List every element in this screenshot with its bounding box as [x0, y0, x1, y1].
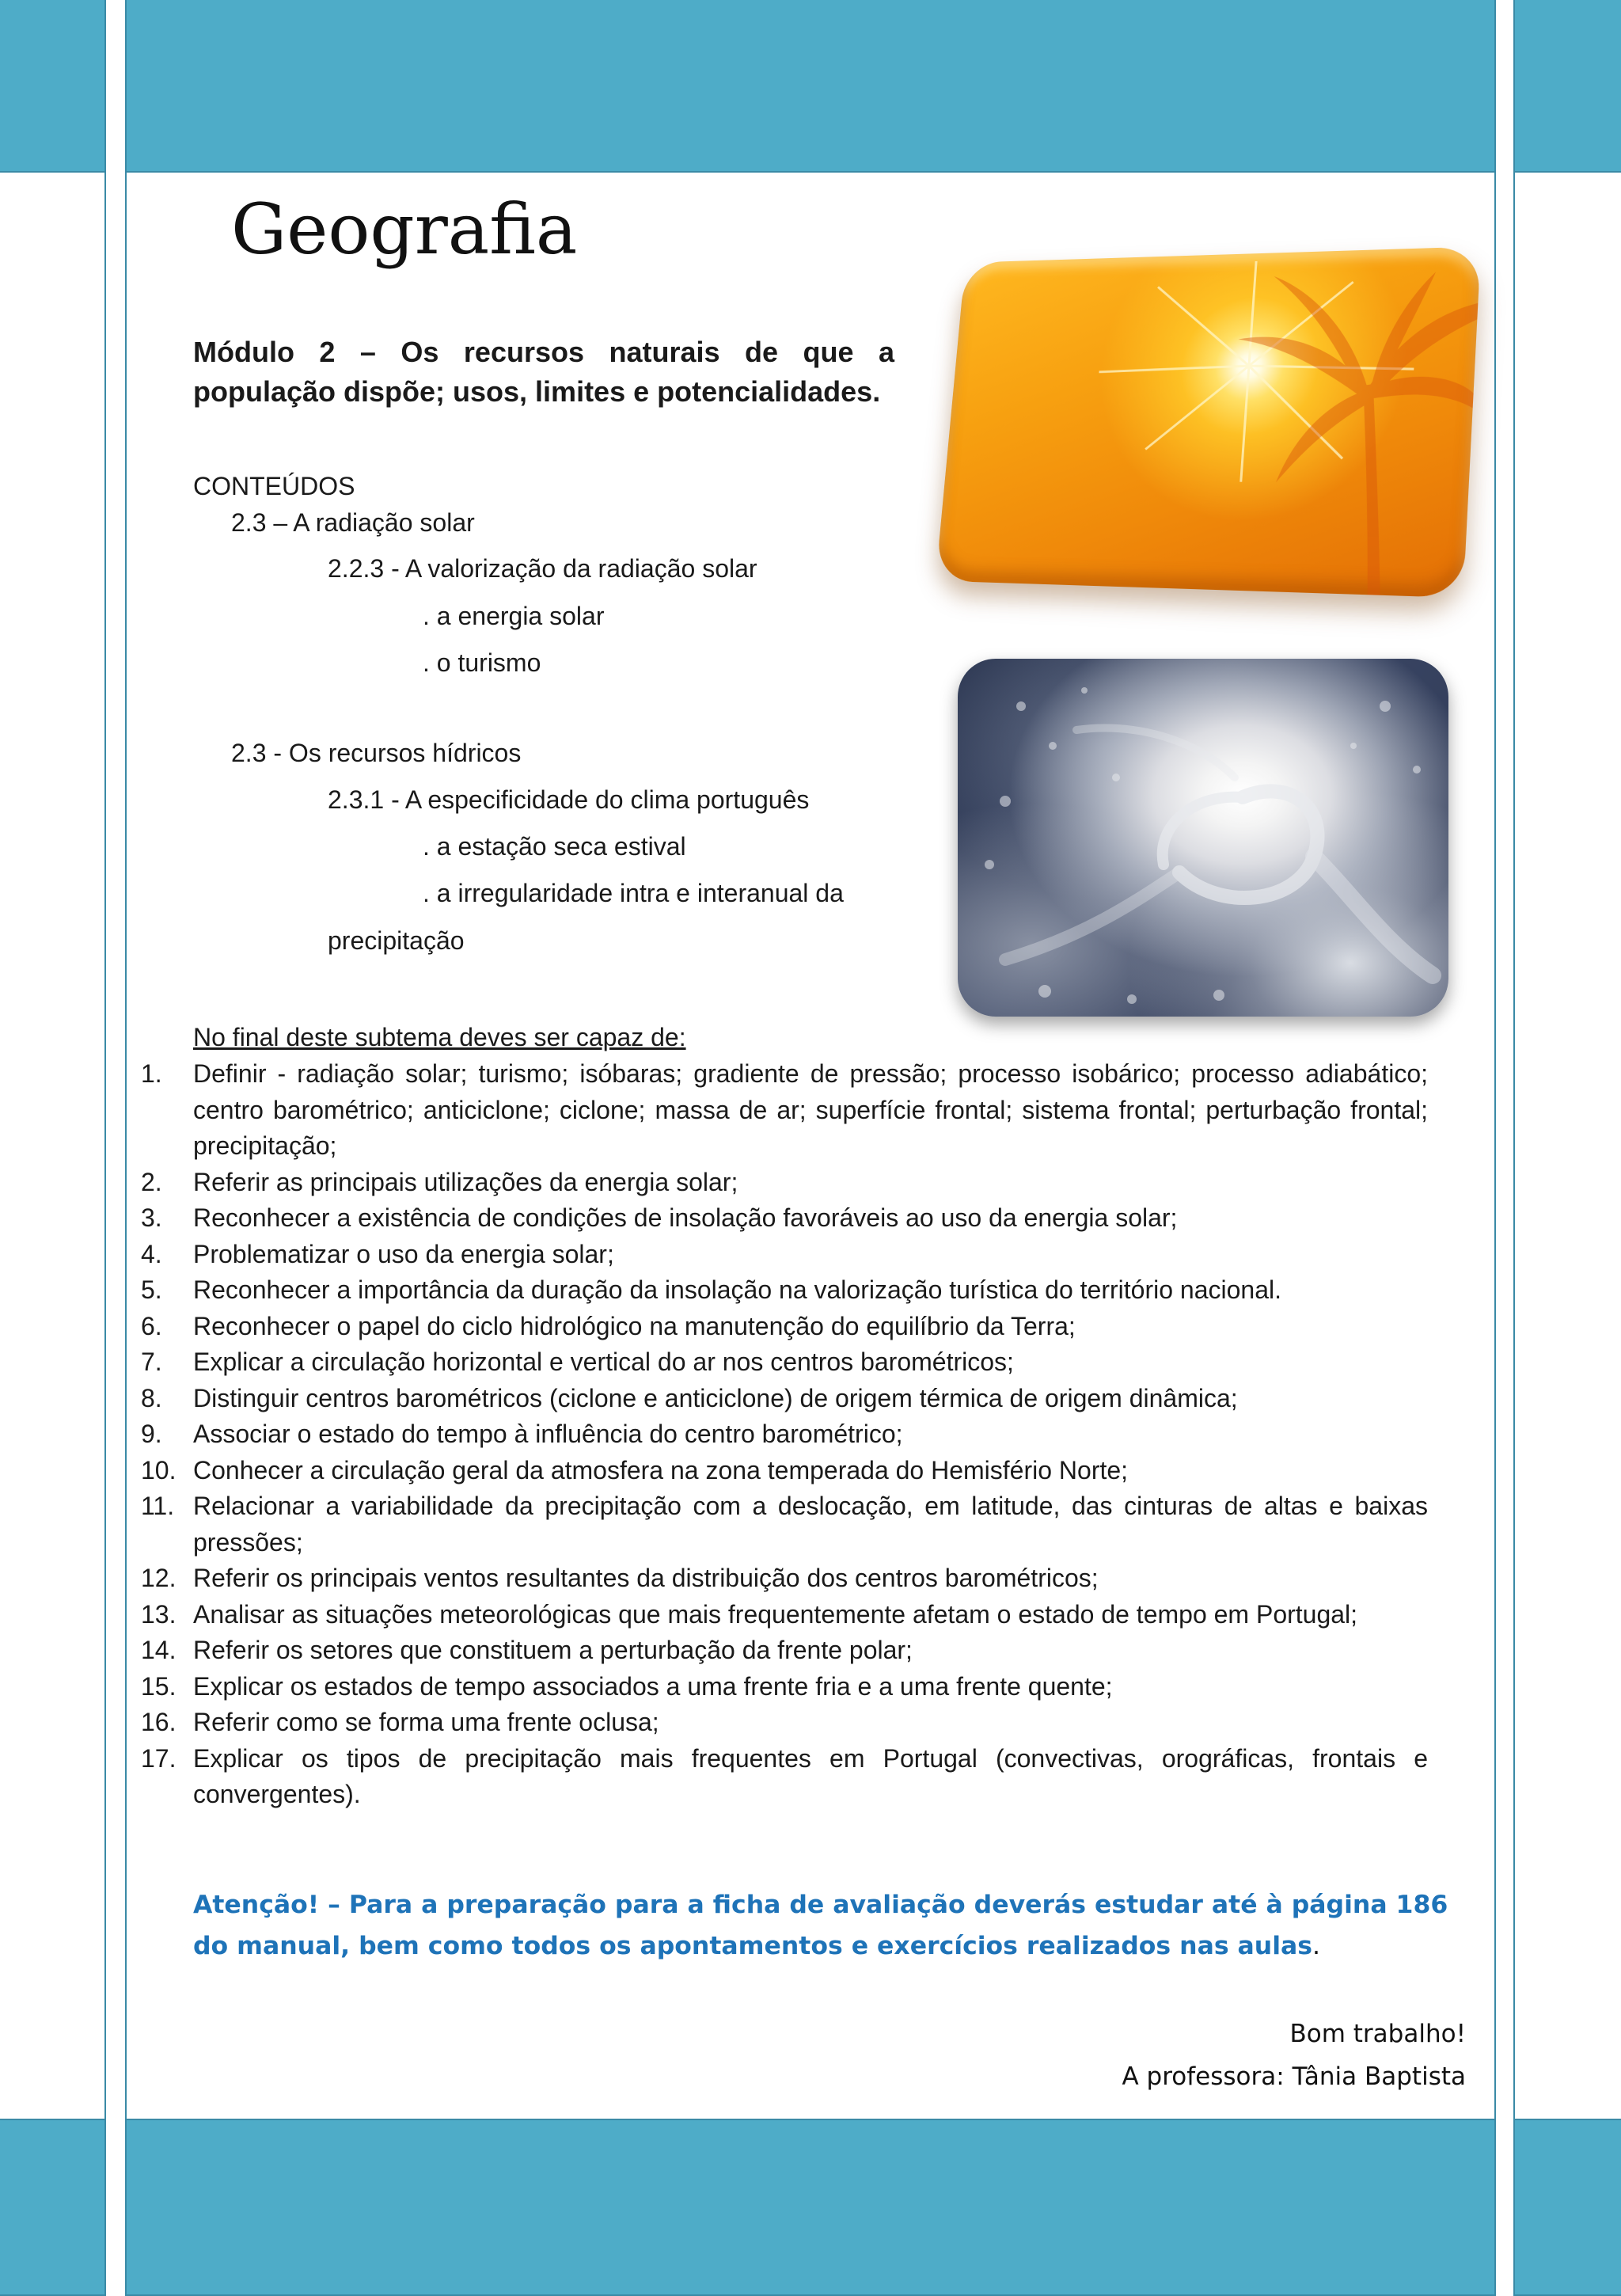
- top-band-left: [0, 0, 106, 173]
- list-item: [141, 1165, 1428, 1201]
- list-item: [141, 1272, 1428, 1309]
- contents-line: . a irregularidade intra e interanual da: [423, 879, 844, 907]
- signoff-greeting: Bom trabalho!: [1289, 2020, 1466, 2048]
- objectives-heading: No final deste subtema deves ser capaz de:: [193, 1023, 686, 1051]
- item-text: Reconhecer a importância da duração da insolação na valorização turística do território nacional.: [193, 1275, 1281, 1304]
- frame-line-left-outer: [104, 0, 106, 2293]
- objectives-list: [141, 1056, 1428, 1813]
- item-number: 14.: [141, 1636, 177, 1664]
- item-number: 7.: [141, 1348, 162, 1376]
- item-number: 1.: [141, 1059, 162, 1088]
- item-text: Associar o estado do tempo à influência do centro barométrico;: [193, 1420, 903, 1448]
- item-number: 13.: [141, 1599, 177, 1629]
- item-number: 8.: [141, 1383, 162, 1412]
- item-text: Explicar os tipos de precipitação mais frequentes em Portugal (convectivas, orográficas, frontais e convergentes).: [193, 1743, 1428, 1808]
- item-number: 2.: [141, 1167, 162, 1196]
- contents-line: 2.3.1 - A especificidade do clima português: [328, 785, 810, 814]
- list-item: [141, 1488, 1428, 1560]
- list-item: [141, 1560, 1428, 1597]
- bottom-band-center: [125, 2119, 1496, 2296]
- item-text: Conhecer a circulação geral da atmosfera na zona temperada do Hemisfério Norte;: [193, 1455, 1129, 1484]
- module-title: Módulo 2 – Os recursos naturais de que a população dispõe; usos, limites e potencialidades.: [193, 336, 894, 408]
- signoff: [1122, 2013, 1467, 2098]
- page-title: Geografia: [231, 188, 578, 270]
- list-item: [141, 1453, 1428, 1489]
- top-band-right: [1513, 0, 1621, 173]
- contents-line: precipitação: [328, 926, 465, 955]
- cyclone-satellite-image: [958, 659, 1448, 1017]
- frame-line-right-outer: [1513, 0, 1515, 2293]
- item-text: Definir - radiação solar; turismo; isóbaras; gradiente de pressão; processo isobárico; processo adiabático; centro barométrico; anticiclone; ciclone; massa de ar; superfície frontal; sistema frontal; perturbação frontal; precipitação;: [193, 1059, 1428, 1160]
- item-text: Relacionar a variabilidade da precipitação com a deslocação, em latitude, das cinturas de altas e baixas pressões;: [193, 1492, 1428, 1557]
- list-item: [141, 1056, 1428, 1165]
- list-item: [141, 1597, 1428, 1633]
- list-item: [141, 1416, 1428, 1453]
- contents-line: 2.2.3 - A valorização da radiação solar: [328, 554, 757, 583]
- item-text: Referir os setores que constituem a perturbação da frente polar;: [193, 1636, 913, 1664]
- contents-line: . a estação seca estival: [423, 832, 686, 861]
- list-item: [141, 1344, 1428, 1381]
- list-item: [141, 1237, 1428, 1273]
- item-number: 16.: [141, 1708, 177, 1736]
- item-number: 9.: [141, 1420, 162, 1448]
- list-item: [141, 1705, 1428, 1741]
- item-number: 17.: [141, 1743, 177, 1773]
- attention-text: Atenção! – Para a preparação para a ficha de avaliação deverás estudar até à página 186 do manual, bem como todos os apontamentos e exercícios realizados nas aulas: [193, 1891, 1448, 1960]
- top-band-center: [125, 0, 1496, 173]
- list-item: [141, 1741, 1428, 1813]
- item-text: Distinguir centros barométricos (ciclone e anticiclone) de origem térmica de origem dinâmica;: [193, 1383, 1238, 1412]
- bottom-band-right: [1513, 2119, 1621, 2296]
- attention-end: .: [1312, 1932, 1321, 1960]
- list-item: [141, 1200, 1428, 1237]
- item-text: Problematizar o uso da energia solar;: [193, 1239, 614, 1268]
- item-number: 4.: [141, 1239, 162, 1268]
- bottom-band-left: [0, 2119, 106, 2296]
- contents-line: 2.3 - Os recursos hídricos: [231, 739, 522, 767]
- attention-note: [193, 1884, 1491, 1967]
- item-text: Reconhecer o papel do ciclo hidrológico na manutenção do equilíbrio da Terra;: [193, 1311, 1076, 1340]
- item-number: 10.: [141, 1455, 177, 1484]
- frame-line-right-inner: [1494, 0, 1496, 2293]
- contents-heading: CONTEÚDOS: [193, 472, 355, 500]
- list-item: [141, 1309, 1428, 1345]
- item-text: Explicar a circulação horizontal e vertical do ar nos centros barométricos;: [193, 1348, 1014, 1376]
- contents-line: . a energia solar: [423, 602, 605, 630]
- item-number: 5.: [141, 1275, 162, 1304]
- list-item: [141, 1669, 1428, 1705]
- item-number: 3.: [141, 1203, 162, 1232]
- item-number: 15.: [141, 1671, 177, 1701]
- contents-line: 2.3 – A radiação solar: [231, 508, 475, 537]
- item-number: 6.: [141, 1311, 162, 1340]
- list-item: [141, 1633, 1428, 1669]
- item-text: Referir os principais ventos resultantes da distribuição dos centros barométricos;: [193, 1564, 1099, 1592]
- item-number: 12.: [141, 1564, 177, 1592]
- item-number: 11.: [141, 1492, 175, 1520]
- item-text: Referir as principais utilizações da energia solar;: [193, 1167, 738, 1196]
- signoff-teacher: A professora: Tânia Baptista: [1122, 2062, 1466, 2091]
- item-text: Referir como se forma uma frente oclusa;: [193, 1708, 659, 1736]
- item-text: Reconhecer a existência de condições de insolação favoráveis ao uso da energia solar;: [193, 1203, 1178, 1232]
- contents-line: . o turismo: [423, 648, 541, 677]
- item-text: Explicar os estados de tempo associados a uma frente fria e a uma frente quente;: [193, 1671, 1113, 1701]
- item-text: Analisar as situações meteorológicas que mais frequentemente afetam o estado de tempo em Portugal;: [193, 1599, 1358, 1629]
- frame-line-left-inner: [125, 0, 127, 2293]
- list-item: [141, 1381, 1428, 1417]
- sun-palm-image: [936, 246, 1481, 598]
